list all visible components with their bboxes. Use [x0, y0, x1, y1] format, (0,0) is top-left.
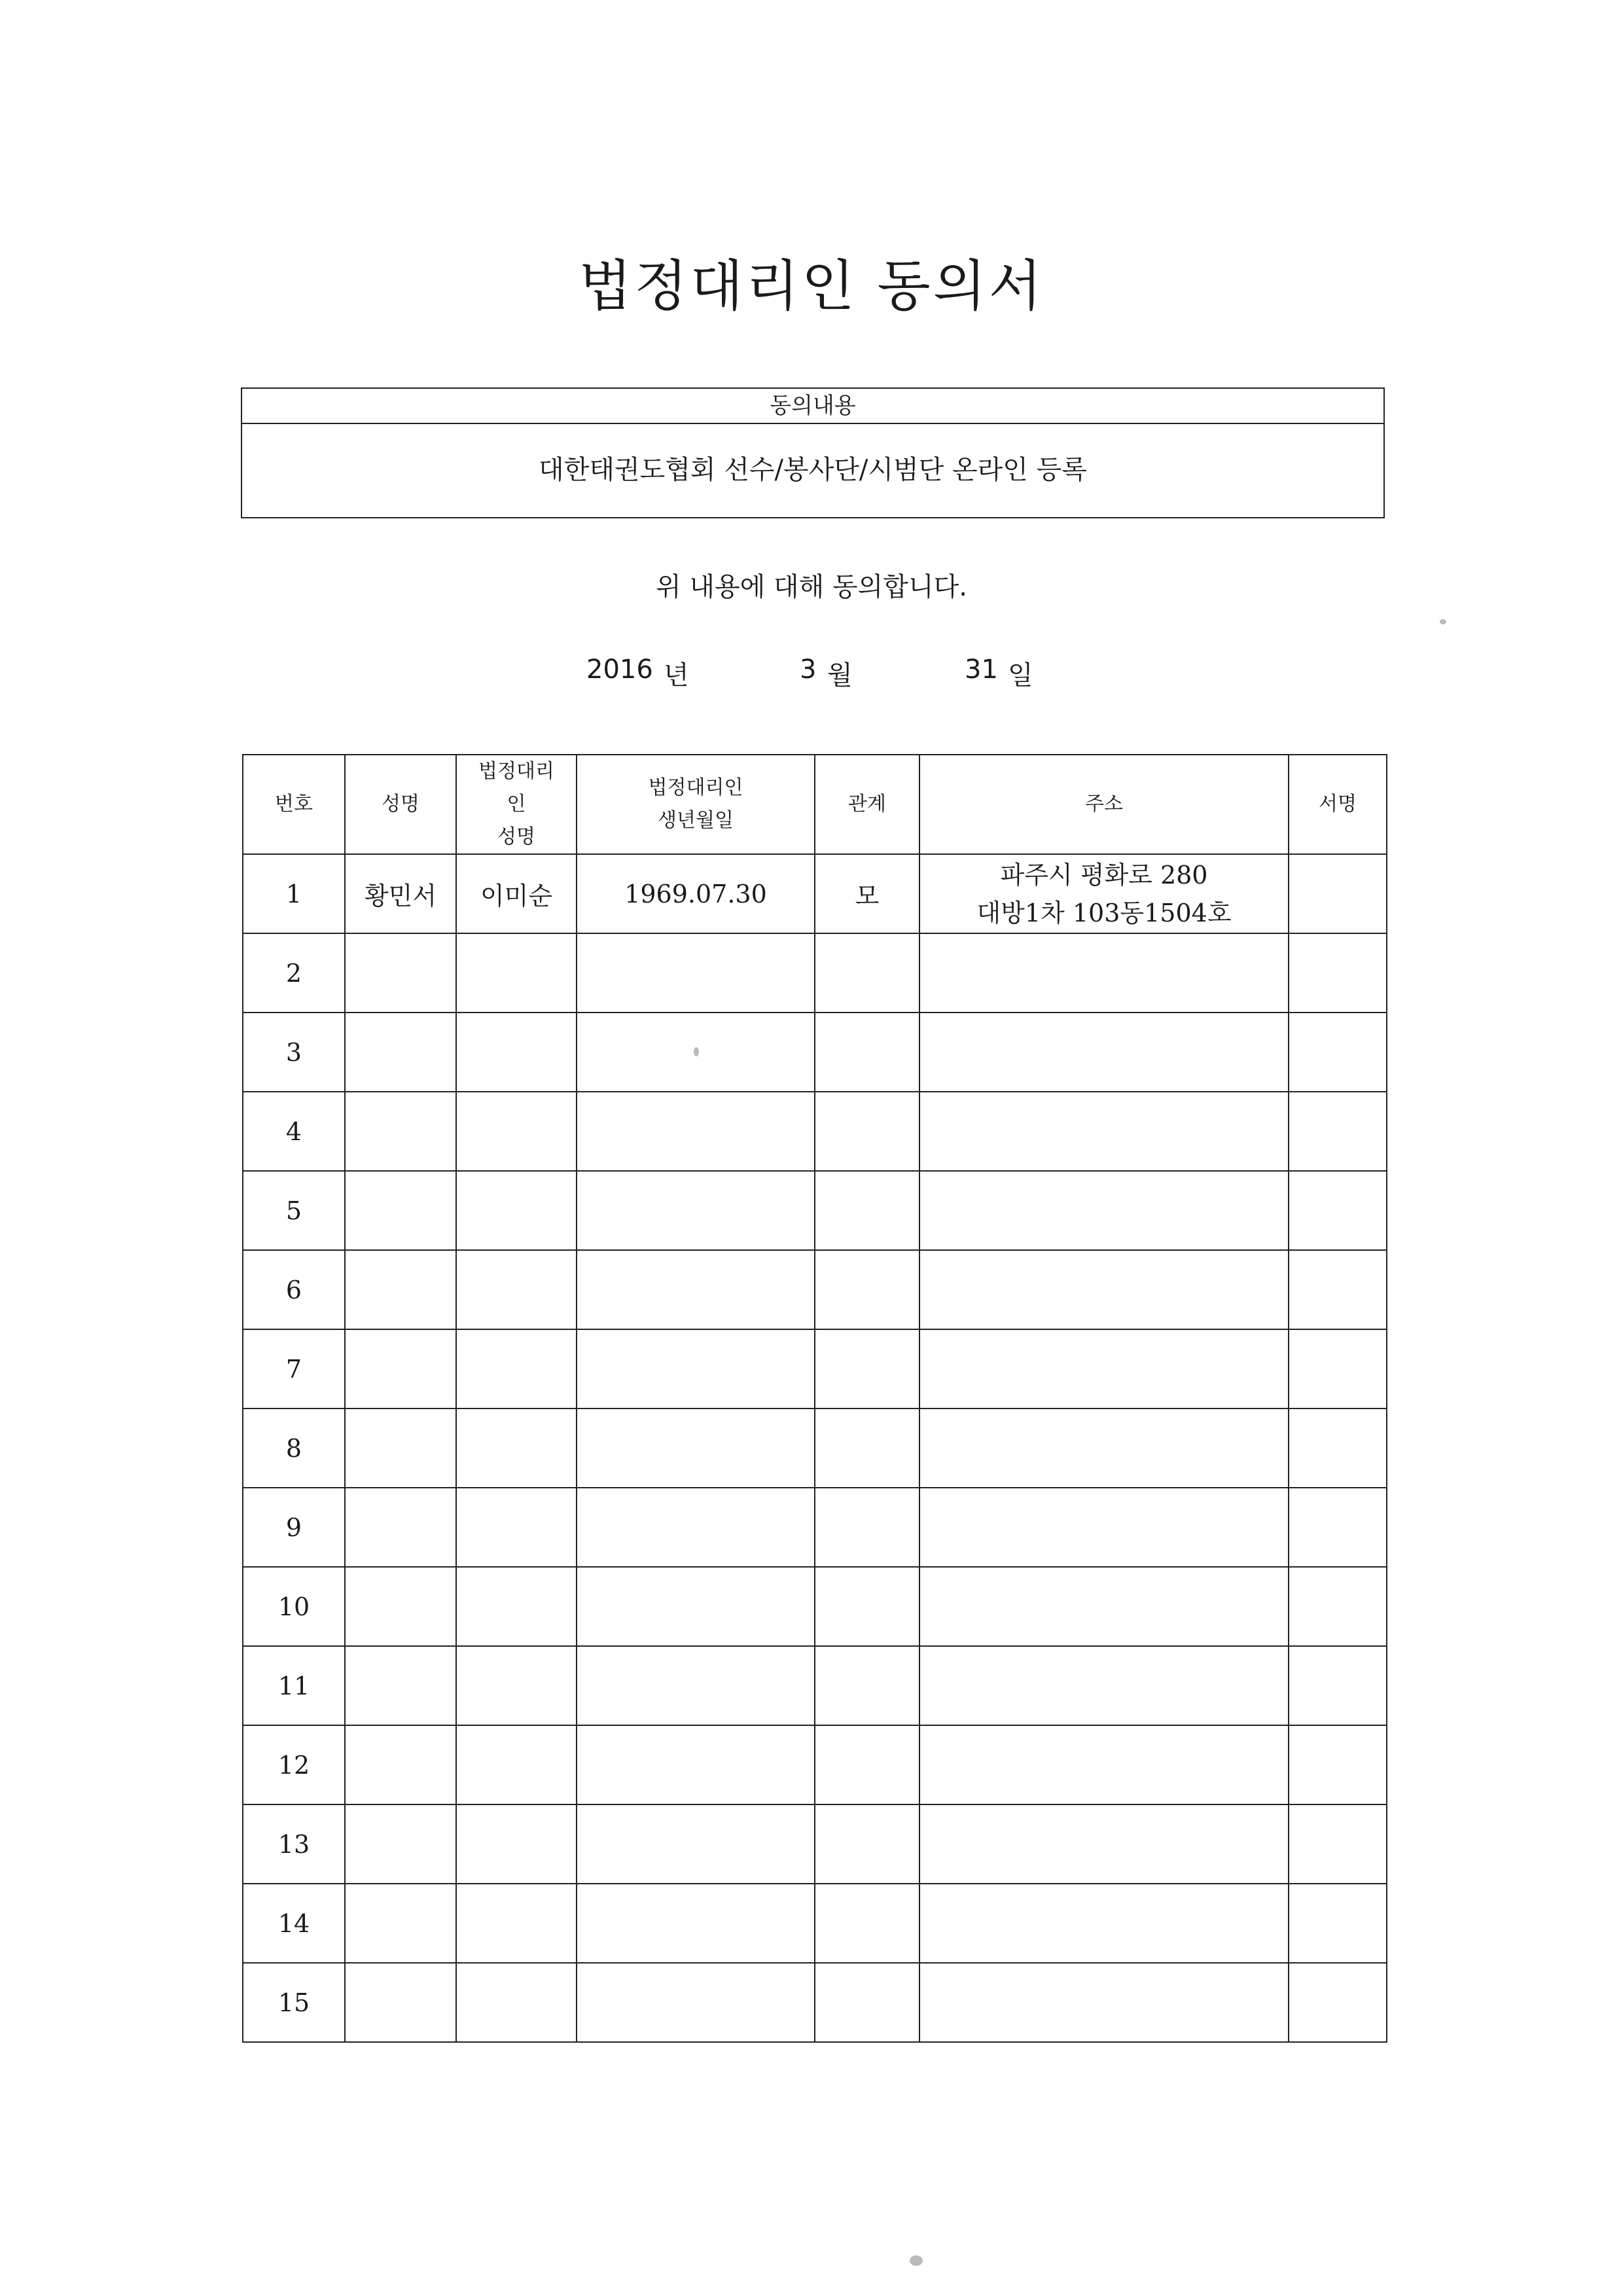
address-line1: 파주시 평화로 280: [1000, 860, 1208, 889]
cell-signature: [1289, 1963, 1387, 2042]
table-row: [243, 1092, 1387, 1171]
cell-guardian-name: [456, 1804, 577, 1884]
cell-guardian-name: [456, 1092, 577, 1171]
guardian-table: [242, 754, 1387, 2043]
cell-number: 5: [243, 1171, 345, 1250]
cell-address: [919, 1013, 1289, 1092]
cell-guardian-birth: [577, 1488, 815, 1567]
consent-body: 대한태권도협회 선수/봉사단/시범단 온라인 등록: [539, 455, 1087, 485]
cell-number: 7: [243, 1329, 345, 1408]
cell-guardian-birth: [577, 1725, 815, 1804]
table-row: [243, 1804, 1387, 1884]
cell-address: [919, 933, 1289, 1013]
header-guardian-birth: [577, 755, 815, 854]
cell-guardian-birth: [577, 1250, 815, 1329]
header-number: 번호: [243, 755, 345, 854]
header-guardian-name: [456, 755, 577, 854]
cell-name: [345, 1646, 456, 1725]
cell-name: [345, 1171, 456, 1250]
cell-guardian-birth: [577, 1963, 815, 2042]
table-row: [243, 1646, 1387, 1725]
cell-name: [345, 1884, 456, 1963]
table-row: [243, 1884, 1387, 1963]
cell-name: [345, 1725, 456, 1804]
cell-name: [345, 1804, 456, 1884]
cell-relation: [815, 1884, 919, 1963]
cell-address: [919, 1646, 1289, 1725]
cell-relation: [815, 1171, 919, 1250]
cell-relation: [815, 1646, 919, 1725]
cell-relation: 모: [815, 854, 919, 933]
cell-number: 14: [243, 1884, 345, 1963]
cell-guardian-name: 이미순: [456, 854, 577, 933]
cell-address: [919, 1567, 1289, 1646]
cell-signature: [1289, 1488, 1387, 1567]
cell-signature: [1289, 1013, 1387, 1092]
cell-signature: [1289, 1646, 1387, 1725]
scan-speck: [694, 1047, 699, 1056]
cell-signature: [1289, 1725, 1387, 1804]
table-row: [243, 933, 1387, 1013]
cell-guardian-name: [456, 1884, 577, 1963]
cell-guardian-birth: [577, 1567, 815, 1646]
cell-guardian-birth: [577, 933, 815, 1013]
cell-name: [345, 1567, 456, 1646]
date-year: 2016: [586, 655, 653, 685]
header-guardian-birth-line2: 생년월일: [658, 809, 734, 832]
cell-number: 8: [243, 1408, 345, 1488]
cell-guardian-name: [456, 1250, 577, 1329]
cell-address: [919, 1963, 1289, 2042]
cell-guardian-birth: [577, 1646, 815, 1725]
cell-number: 4: [243, 1092, 345, 1171]
cell-guardian-name: [456, 1329, 577, 1408]
cell-number: 11: [243, 1646, 345, 1725]
cell-name: [345, 1488, 456, 1567]
table-row: [243, 1250, 1387, 1329]
cell-address: [919, 1171, 1289, 1250]
cell-signature: [1289, 1567, 1387, 1646]
cell-number: 1: [243, 854, 345, 933]
cell-guardian-name: [456, 933, 577, 1013]
header-guardian-birth-line1: 법정대리인: [648, 776, 743, 799]
cell-guardian-birth: [577, 1171, 815, 1250]
cell-guardian-birth: [577, 1329, 815, 1408]
agreement-statement: 위 내용에 대해 동의합니다.: [656, 572, 967, 602]
cell-signature: [1289, 1092, 1387, 1171]
table-header-row: [243, 755, 1387, 854]
cell-relation: [815, 1725, 919, 1804]
header-relation: 관계: [815, 755, 919, 854]
cell-address: [919, 1408, 1289, 1488]
cell-address: [919, 1092, 1289, 1171]
cell-address: [919, 1250, 1289, 1329]
cell-number: 6: [243, 1250, 345, 1329]
cell-number: 12: [243, 1725, 345, 1804]
cell-signature: [1289, 1250, 1387, 1329]
address-line2: 대방1차 103동1504호: [976, 898, 1232, 927]
cell-name: [345, 1329, 456, 1408]
header-guardian-name-line3: 성명: [497, 825, 535, 848]
cell-relation: [815, 1804, 919, 1884]
header-guardian-name-line1: 법정대리: [478, 760, 554, 783]
table-row: [243, 1013, 1387, 1092]
header-guardian-name-line2: 인: [507, 793, 526, 816]
table-row: [243, 1963, 1387, 2042]
table-row: [243, 1171, 1387, 1250]
cell-relation: [815, 1567, 919, 1646]
cell-signature: [1289, 1804, 1387, 1884]
table-row: [243, 1408, 1387, 1488]
table-row: [243, 854, 1387, 933]
cell-relation: [815, 1250, 919, 1329]
cell-signature: [1289, 854, 1387, 933]
cell-guardian-name: [456, 1171, 577, 1250]
table-row: [243, 1488, 1387, 1567]
scan-speck: [1440, 619, 1446, 624]
date-day: 31: [965, 655, 998, 685]
cell-guardian-birth: [577, 1408, 815, 1488]
cell-guardian-birth: [577, 1884, 815, 1963]
cell-guardian-name: [456, 1013, 577, 1092]
date-year-unit: 년: [664, 660, 689, 691]
cell-name: 황민서: [345, 854, 456, 933]
date-month: 3: [800, 655, 817, 685]
cell-number: 2: [243, 933, 345, 1013]
cell-relation: [815, 1963, 919, 2042]
cell-address: [919, 1725, 1289, 1804]
cell-guardian-name: [456, 1646, 577, 1725]
cell-address: [919, 1329, 1289, 1408]
cell-guardian-name: [456, 1567, 577, 1646]
scan-speck: [910, 2255, 923, 2266]
header-name: 성명: [345, 755, 456, 854]
cell-number: 3: [243, 1013, 345, 1092]
cell-address: [919, 1804, 1289, 1884]
cell-signature: [1289, 933, 1387, 1013]
consent-header: 동의내용: [242, 389, 1383, 424]
cell-relation: [815, 1092, 919, 1171]
cell-guardian-name: [456, 1408, 577, 1488]
cell-guardian-birth: 1969.07.30: [577, 854, 815, 933]
cell-signature: [1289, 1884, 1387, 1963]
cell-guardian-birth: [577, 1804, 815, 1884]
date-day-unit: 일: [1008, 660, 1033, 691]
cell-guardian-name: [456, 1963, 577, 2042]
cell-name: [345, 1092, 456, 1171]
cell-number: 13: [243, 1804, 345, 1884]
cell-address: [919, 1884, 1289, 1963]
cell-address: [919, 1488, 1289, 1567]
cell-relation: [815, 1488, 919, 1567]
cell-number: 9: [243, 1488, 345, 1567]
cell-signature: [1289, 1408, 1387, 1488]
document-title: 법정대리인 동의서: [579, 254, 1044, 318]
table-row: [243, 1567, 1387, 1646]
cell-relation: [815, 1329, 919, 1408]
cell-relation: [815, 1013, 919, 1092]
cell-relation: [815, 1408, 919, 1488]
cell-guardian-name: [456, 1488, 577, 1567]
date-month-unit: 월: [827, 660, 853, 691]
cell-signature: [1289, 1329, 1387, 1408]
table-row: [243, 1725, 1387, 1804]
cell-guardian-name: [456, 1725, 577, 1804]
header-signature: 서명: [1289, 755, 1387, 854]
cell-signature: [1289, 1171, 1387, 1250]
consent-box: [241, 387, 1385, 518]
cell-number: 10: [243, 1567, 345, 1646]
cell-name: [345, 933, 456, 1013]
cell-name: [345, 1250, 456, 1329]
table-row: [243, 1329, 1387, 1408]
cell-name: [345, 1408, 456, 1488]
cell-number: 15: [243, 1963, 345, 2042]
cell-guardian-birth: [577, 1092, 815, 1171]
header-address: 주소: [919, 755, 1289, 854]
cell-name: [345, 1963, 456, 2042]
cell-relation: [815, 933, 919, 1013]
cell-name: [345, 1013, 456, 1092]
cell-address: [919, 854, 1289, 933]
